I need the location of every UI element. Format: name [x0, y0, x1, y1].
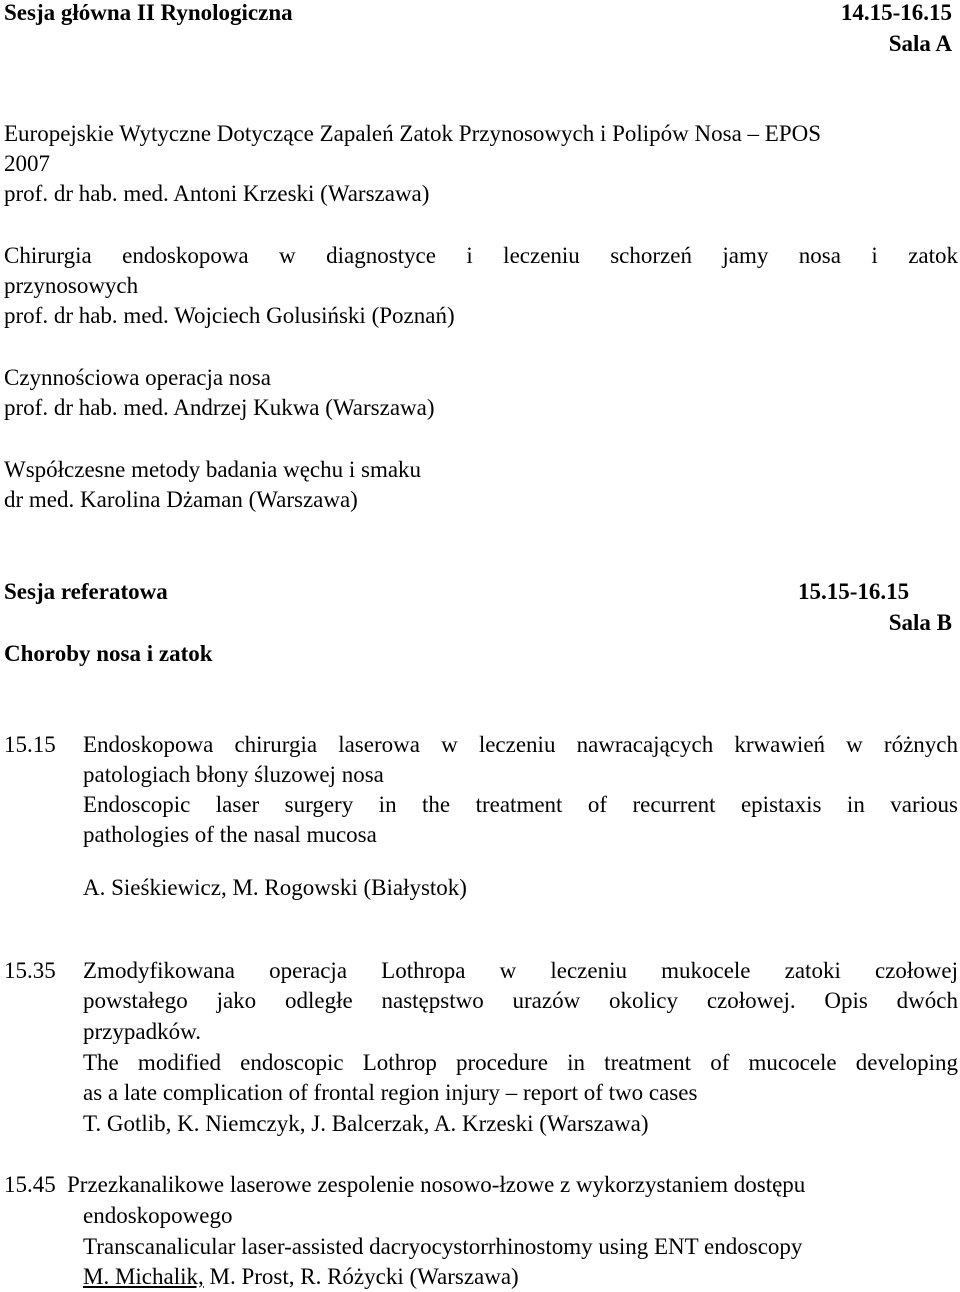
- talk-title-pl: patologiach błony śluzowej nosa: [83, 762, 384, 787]
- talk-authors: A. Sieśkiewicz, M. Rogowski (Białystok): [83, 875, 467, 900]
- talk-title: 2007: [4, 151, 50, 176]
- talk-title: przynosowych: [4, 273, 139, 298]
- talk-title: Czynnościowa operacja nosa: [4, 365, 271, 390]
- talk-title: Chirurgia endoskopowa w diagnostyce i leczeniu schorzeń jamy nosa i zatok: [4, 243, 958, 268]
- talk-title: Europejskie Wytyczne Dotyczące Zapaleń Zatok Przynosowych i Polipów Nosa – EPOS: [4, 121, 822, 146]
- talk-title-pl: przypadków.: [83, 1019, 201, 1044]
- talk-title-pl: endoskopowego: [83, 1203, 233, 1228]
- session-title: Sesja główna II Rynologiczna: [4, 0, 293, 25]
- session-title: Sesja referatowa: [4, 579, 168, 604]
- talk-title-en: pathologies of the nasal mucosa: [83, 822, 377, 847]
- presenting-author: M. Michalik,: [83, 1264, 204, 1289]
- talk-author: dr med. Karolina Dżaman (Warszawa): [4, 487, 358, 512]
- talk-title-en: The modified endoscopic Lothrop procedure in treatment of mucocele developing: [83, 1050, 958, 1075]
- talk-title-pl: Zmodyfikowana operacja Lothropa w leczeniu mukocele zatoki czołowej: [83, 958, 958, 983]
- session-room: Sala A: [888, 31, 952, 56]
- talk-time: 15.35: [4, 958, 56, 983]
- co-authors: M. Prost, R. Różycki (Warszawa): [203, 1264, 519, 1289]
- talk-author: prof. dr hab. med. Antoni Krzeski (Warszawa): [4, 181, 430, 206]
- talk-author: prof. dr hab. med. Andrzej Kukwa (Warszawa): [4, 395, 435, 420]
- talk-title-pl: powstałego jako odległe następstwo urazów okolicy czołowej. Opis dwóch: [83, 988, 958, 1013]
- talk-title-pl: Przezkanalikowe laserowe zespolenie nosowo-łzowe z wykorzystaniem dostępu: [67, 1172, 806, 1197]
- session-room: Sala B: [888, 610, 952, 635]
- session-subtitle: Choroby nosa i zatok: [4, 641, 213, 666]
- session-time: 15.15-16.15: [798, 579, 910, 604]
- talk-time: 15.45: [4, 1172, 56, 1197]
- talk-authors: [83, 1262, 519, 1292]
- talk-title: Współczesne metody badania węchu i smaku: [4, 457, 422, 482]
- talk-title-pl: Endoskopowa chirurgia laserowa w leczeniu nawracających krwawień w różnych: [83, 732, 958, 757]
- talk-title-en: Endoscopic laser surgery in the treatment of recurrent epistaxis in various: [83, 792, 958, 817]
- talk-title-en: as a late complication of frontal region injury – report of two cases: [83, 1080, 698, 1105]
- talk-authors: T. Gotlib, K. Niemczyk, J. Balcerzak, A. Krzeski (Warszawa): [83, 1111, 649, 1136]
- talk-title-en: Transcanalicular laser-assisted dacryocystorrhinostomy using ENT endoscopy: [83, 1234, 803, 1259]
- talk-author: prof. dr hab. med. Wojciech Golusiński (Poznań): [4, 303, 455, 328]
- talk-time: 15.15: [4, 732, 56, 757]
- session-time: 14.15-16.15: [840, 0, 952, 25]
